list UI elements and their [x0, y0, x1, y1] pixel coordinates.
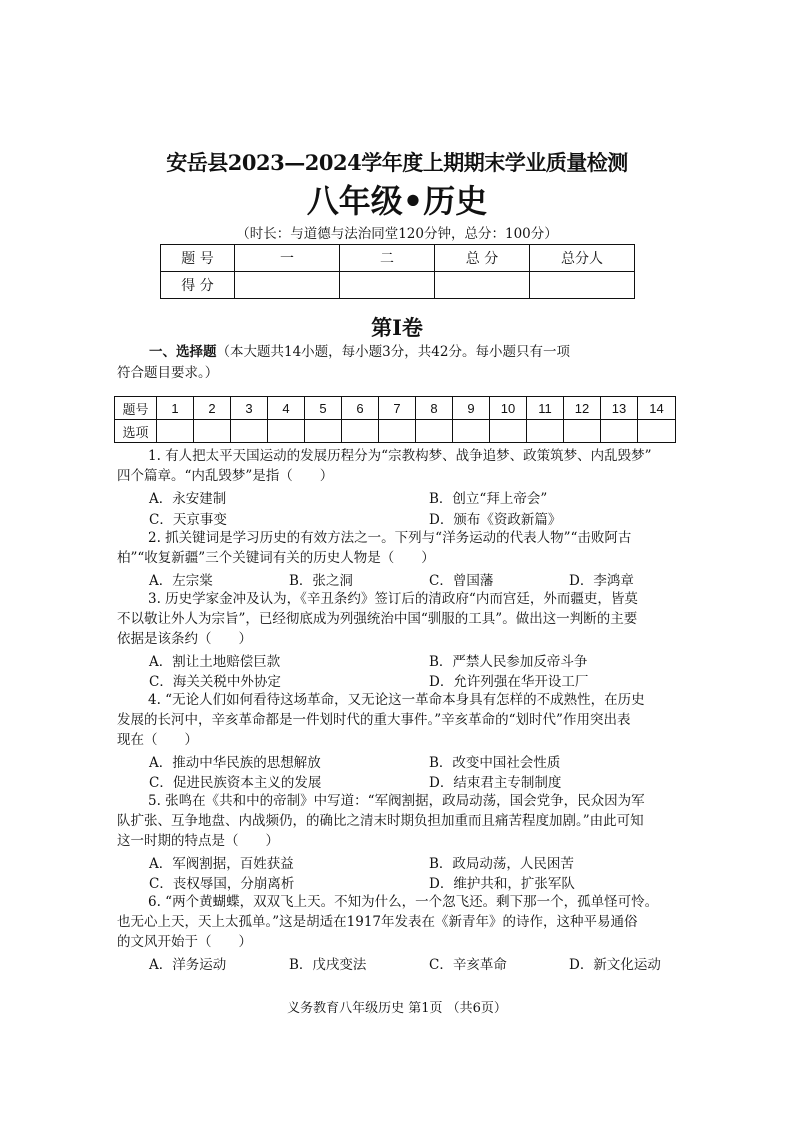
question-2-line-1: 2. 抓关键词是学习历史的有效方法之一。下列与“洋务运动的代表人物”“击败阿古 — [148, 530, 632, 546]
answer-option-cell[interactable] — [231, 420, 268, 443]
question-2-option-d[interactable]: D．李鸿章 — [569, 573, 634, 589]
question-5-line-1: 5. 张鸣在《共和中的帝制》中写道：“军阀割据，政局动荡，国会党争，民众因为军 — [148, 793, 645, 809]
question-3-line-2: 不以敬让外人为宗旨”，已经彻底成为列强统治中国“驯服的工具”。做出这一判断的主要 — [117, 611, 638, 627]
question-3-option-c[interactable]: C．海关关税中外协定 — [149, 674, 281, 690]
question-1-line-1: 1. 有人把太平天国运动的发展历程分为“宗教构梦、战争追梦、政策筑梦、内乱毁梦” — [148, 448, 652, 464]
answer-option-cell[interactable] — [157, 420, 194, 443]
score-cell[interactable] — [340, 272, 435, 299]
answer-number-cell: 3 — [231, 397, 268, 420]
score-header-part-one: 一 — [235, 245, 340, 272]
question-5-option-b[interactable]: B．政局动荡，人民困苦 — [429, 856, 574, 872]
question-4-option-c[interactable]: C．促进民族资本主义的发展 — [149, 775, 322, 791]
question-6-line-1: 6. “两个黄蝴蝶，双双飞上天。不知为什么，一个忽飞还。剩下那一个，孤单怪可怜。 — [148, 894, 659, 910]
exam-duration-note: （时长：与道德与法治同堂120分钟，总分：100分） — [236, 226, 558, 242]
question-5-option-c[interactable]: C．丧权辱国，分崩离析 — [149, 876, 295, 892]
question-3-option-a[interactable]: A．割让土地赔偿巨款 — [149, 654, 281, 670]
answer-option-cell[interactable] — [194, 420, 231, 443]
answer-option-cell[interactable] — [601, 420, 638, 443]
answer-option-cell[interactable] — [490, 420, 527, 443]
answer-number-cell: 4 — [268, 397, 305, 420]
score-table-score-row — [161, 272, 635, 299]
score-table — [160, 244, 635, 299]
section-heading — [149, 342, 689, 364]
question-1-option-c[interactable]: C．天京事变 — [149, 512, 227, 528]
score-cell[interactable] — [530, 272, 635, 299]
question-6-option-b[interactable]: B．戊戌变法 — [289, 957, 367, 973]
answer-table-option-row — [115, 420, 676, 443]
question-2-line-2: 柏”“收复新疆”三个关键词有关的历史人物是（ ） — [117, 550, 435, 566]
answer-number-cell: 2 — [194, 397, 231, 420]
answer-number-cell: 9 — [453, 397, 490, 420]
question-3-option-d[interactable]: D．允许列强在华开设工厂 — [429, 674, 589, 690]
answer-number-cell: 13 — [601, 397, 638, 420]
score-row-label: 得 分 — [161, 272, 235, 299]
score-header-grader: 总分人 — [530, 245, 635, 272]
answer-table — [114, 396, 676, 443]
question-4-option-b[interactable]: B．改变中国社会性质 — [429, 755, 561, 771]
question-3-line-3: 依据是该条约（ ） — [117, 631, 252, 647]
question-1-option-b[interactable]: B．创立“拜上帝会” — [429, 491, 548, 507]
score-cell[interactable] — [435, 272, 530, 299]
score-table-header-row — [161, 245, 635, 272]
question-4-line-2: 发展的长河中，辛亥革命都是一件划时代的重大事件。”辛亥革命的“划时代”作用突出表 — [117, 712, 631, 728]
question-1-option-a[interactable]: A．永安建制 — [149, 491, 227, 507]
score-header-part-two: 二 — [340, 245, 435, 272]
answer-number-cell: 7 — [379, 397, 416, 420]
question-3-line-1: 3. 历史学家金冲及认为，《辛丑条约》签订后的清政府“内而宫廷，外而疆吏，皆莫 — [148, 591, 638, 607]
answer-row-label-number: 题号 — [115, 397, 157, 420]
answer-option-cell[interactable] — [379, 420, 416, 443]
question-1-option-d[interactable]: D．颁布《资政新篇》 — [429, 512, 562, 528]
question-2-option-a[interactable]: A．左宗棠 — [149, 573, 213, 589]
question-5-line-3: 这一时期的特点是（ ） — [117, 833, 279, 849]
answer-table-number-row — [115, 397, 676, 420]
part-title: 第Ⅰ卷 — [371, 315, 423, 340]
answer-number-cell: 12 — [564, 397, 601, 420]
answer-number-cell: 5 — [305, 397, 342, 420]
section-instruction: （本大题共14小题，每小题3分，共42分。每小题只有一项 — [216, 344, 570, 360]
answer-option-cell[interactable] — [453, 420, 490, 443]
answer-option-cell[interactable] — [416, 420, 453, 443]
question-5-option-d[interactable]: D．维护共和，扩张军队 — [429, 876, 575, 892]
question-4-line-1: 4. “无论人们如何看待这场革命，又无论这一革命本身具有怎样的不成熟性，在历史 — [148, 692, 645, 708]
page-footer: 义务教育八年级历史 第1页 （共6页） — [287, 1001, 507, 1016]
answer-option-cell[interactable] — [342, 420, 379, 443]
question-6-option-d[interactable]: D．新文化运动 — [569, 957, 661, 973]
answer-row-label-option: 选项 — [115, 420, 157, 443]
exam-subject: 八年级•历史 — [306, 182, 488, 220]
answer-option-cell[interactable] — [527, 420, 564, 443]
question-2-option-c[interactable]: C．曾国藩 — [429, 573, 494, 589]
answer-number-cell: 11 — [527, 397, 564, 420]
answer-option-cell[interactable] — [305, 420, 342, 443]
answer-option-cell[interactable] — [268, 420, 305, 443]
answer-number-cell: 1 — [157, 397, 194, 420]
question-4-line-3: 现在（ ） — [117, 732, 198, 748]
answer-number-cell: 6 — [342, 397, 379, 420]
score-header-question-number: 题 号 — [161, 245, 235, 272]
score-cell[interactable] — [235, 272, 340, 299]
question-5-line-2: 队扩张、互争地盘、内战频仍，的确比之清末时期负担加重而且痛苦程度加剧。”由此可知 — [117, 813, 644, 829]
question-6-option-a[interactable]: A．洋务运动 — [149, 957, 227, 973]
question-6-line-3: 的文风开始于（ ） — [117, 934, 252, 950]
question-5-option-a[interactable]: A．军阀割据，百姓获益 — [149, 856, 294, 872]
question-3-option-b[interactable]: B．严禁人民参加反帝斗争 — [429, 654, 588, 670]
question-4-option-d[interactable]: D．结束君主专制制度 — [429, 775, 562, 791]
answer-option-cell[interactable] — [564, 420, 601, 443]
score-header-total: 总 分 — [435, 245, 530, 272]
question-6-line-2: 也无心上天，天上太孤单。”这是胡适在1917年发表在《新青年》的诗作，这种平易通俗 — [117, 914, 638, 930]
answer-number-cell: 14 — [638, 397, 676, 420]
question-4-option-a[interactable]: A．推动中华民族的思想解放 — [149, 755, 321, 771]
section-heading-label: 一、选择题 — [149, 344, 217, 360]
answer-number-cell: 8 — [416, 397, 453, 420]
question-6-option-c[interactable]: C．辛亥革命 — [429, 957, 507, 973]
question-1-line-2: 四个篇章。“内乱毁梦”是指（ ） — [117, 468, 334, 484]
answer-option-cell[interactable] — [638, 420, 676, 443]
section-instruction-continued: 符合题目要求。） — [117, 365, 219, 381]
question-2-option-b[interactable]: B．张之洞 — [289, 573, 353, 589]
answer-number-cell: 10 — [490, 397, 527, 420]
exam-title: 安岳县2023—2024学年度上期期末学业质量检测 — [166, 150, 628, 175]
